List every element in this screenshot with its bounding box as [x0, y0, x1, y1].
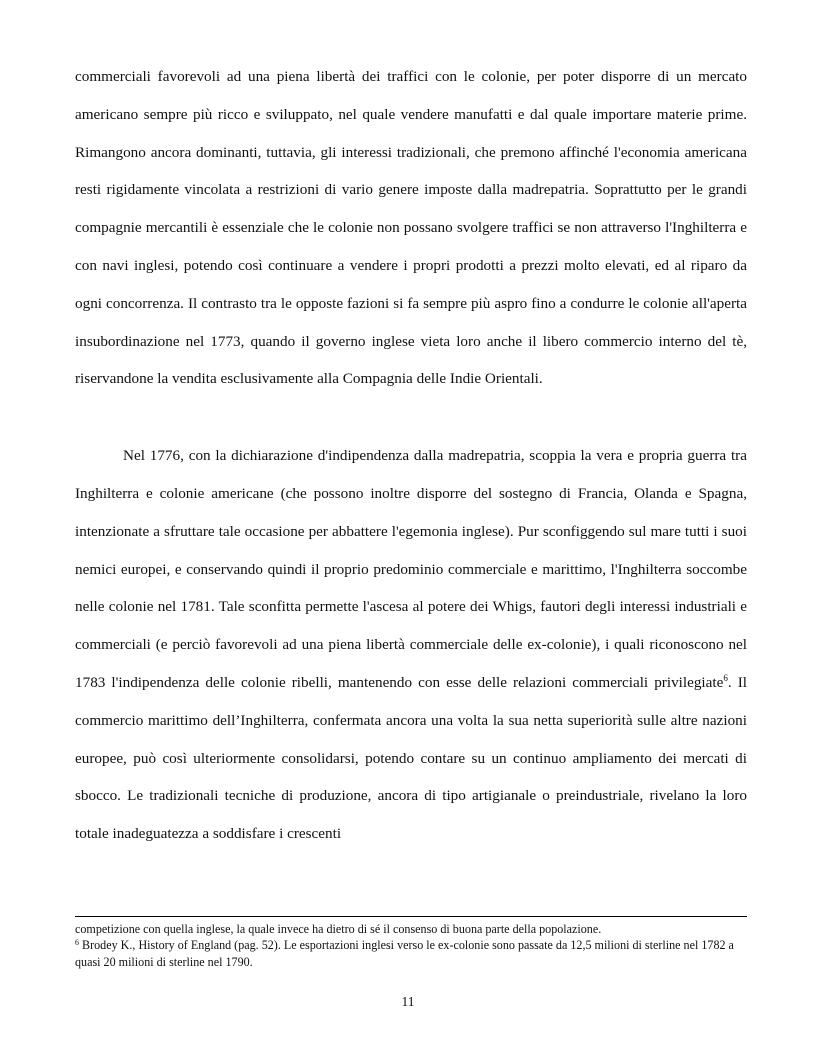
footnotes-section	[75, 916, 747, 970]
page-number: 11	[401, 994, 415, 1009]
footnote-reference-6: 6	[723, 672, 728, 683]
paragraph-2-text-start: Nel 1776, con la dichiarazione d'indipendenza dalla madrepatria, scoppia la vera e propria guerra tra Inghilterra e colonie americane (che possono inoltre disporre del sostegno di Francia, Olanda e Spagna, intenzionate a sfruttare tale occasione per abbattere l'egemonia inglese). Pur sconfiggendo sul mare tutti i suoi nemici europei, e conservando quindi il proprio predominio commerciale e marittimo, l'Inghilterra soccombe nelle colonie nel 1781. Tale sconfitta permette l'ascesa al potere dei Whigs, fautori degli interessi industriali e commerciali (e perciò favorevoli ad una piena libertà commerciale delle ex-colonie), i quali riconoscono nel 1783 l'indipendenza delle colonie ribelli, mantenendo con esse delle relazioni commerciali privilegiate	[75, 447, 747, 691]
footnote-6-mark: 6	[75, 938, 79, 948]
paragraph-2-text-end: . Il commercio marittimo dell’Inghilterra, confermata ancora una volta la sua netta superiorità sulle altre nazioni europee, può così ulteriormente consolidarsi, potendo contare su un continuo ampliamento dei mercati di sbocco. Le tradizionali tecniche di produzione, ancora di tipo artigianale o preindustriale, rivelano la loro totale inadeguatezza a soddisfare i crescenti	[75, 673, 747, 843]
paragraph-2	[75, 437, 747, 853]
paragraph-1: commerciali favorevoli ad una piena libertà dei traffici con le colonie, per poter disporre di un mercato americano sempre più ricco e sviluppato, nel quale vendere manufatti e dal quale importare materie prime. Rimangono ancora dominanti, tuttavia, gli interessi tradizionali, che premono affinché l'economia americana resti rigidamente vincolata a restrizioni di vario genere imposte dalla madrepatria. Soprattutto per le grandi compagnie mercantili è essenziale che le colonie non possano svolgere traffici se non attraverso l'Inghilterra e con navi inglesi, potendo così continuare a vendere i propri prodotti a prezzi molto elevati, ed al riparo da ogni concorrenza. Il contrasto tra le opposte fazioni si fa sempre più aspro fino a condurre le colonie all'aperta insubordinazione nel 1773, quando il governo inglese vieta loro anche il libero commercio interno del tè, riservandone la vendita esclusivamente alla Compagnia delle Indie Orientali.	[75, 68, 747, 388]
footnote-continuation: competizione con quella inglese, la quale invece ha dietro di sé il consenso di buona parte della popolazione.	[75, 922, 602, 936]
page-body	[75, 58, 747, 853]
footnote-6-text: Brodey K., History of England (pag. 52). Le esportazioni inglesi verso le ex-colonie sono passate da 12,5 milioni di sterline nel 1782 a quasi 20 milioni di sterline nel 1790.	[75, 938, 734, 969]
footnote-6	[75, 937, 747, 970]
